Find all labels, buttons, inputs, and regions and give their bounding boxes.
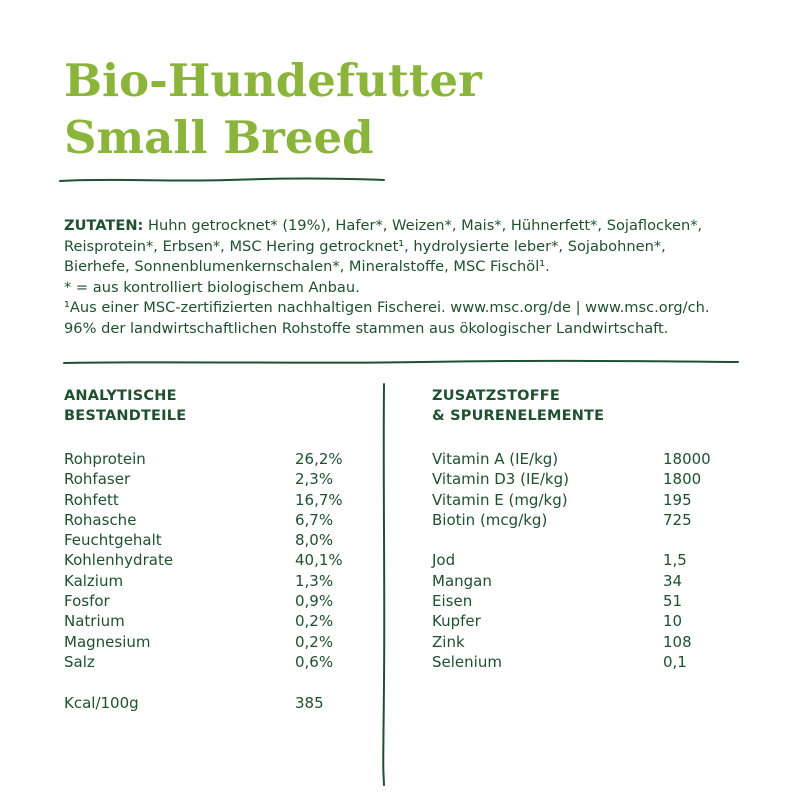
analytical-row: [64, 449, 364, 469]
nutrient-value: 6,7%: [295, 510, 334, 529]
vitamin-row: [432, 469, 752, 489]
page-title: [64, 52, 482, 166]
nutrient-value: 108: [663, 632, 692, 651]
nutrient-label: Rohprotein: [64, 450, 146, 468]
analytical-row: [64, 469, 364, 489]
nutrient-value: 16,7%: [295, 490, 343, 509]
additives-table: [432, 449, 752, 672]
nutrient-label: Vitamin D3 (IE/kg): [432, 470, 569, 489]
additives-heading: ZUSATZSTOFFE & SPURENELEMENTE: [432, 388, 605, 424]
nutrient-label: Kupfer: [432, 612, 481, 631]
trace-element-row: [432, 652, 752, 672]
analytical-row: [64, 530, 364, 550]
ingredients-line-2: Reisprotein*, Erbsen*, MSC Hering getrocknet¹, hydrolysierte leber*, Sojabohnen*,: [64, 237, 666, 255]
nutrient-label: Natrium: [64, 612, 125, 631]
analytical-row: [64, 611, 364, 631]
analytical-row: [64, 591, 364, 611]
ingredients-line-1: ZUTATEN: Huhn getrocknet* (19%), Hafer*, Weizen*, Mais*, Hühnerfett*, Sojaflocken*,: [64, 217, 703, 234]
trace-element-row: [432, 571, 752, 591]
nutrient-value: 0,6%: [295, 652, 334, 671]
trace-element-row: [432, 550, 752, 570]
nutrient-label: Rohasche: [64, 510, 137, 529]
nutrient-value: 51: [663, 592, 683, 611]
vitamin-row: [432, 510, 752, 530]
row-spacer: [64, 672, 364, 692]
nutrient-value: 10: [663, 612, 683, 631]
wavy-divider-title: [58, 172, 388, 186]
ingredients-note-organic: * = aus kontrolliert biologischem Anbau.: [64, 278, 360, 296]
nutrient-value: 1800: [663, 470, 702, 489]
nutrient-value: 40,1%: [295, 551, 343, 570]
ingredients-note-msc: ¹Aus einer MSC-zertifizierten nachhaltigen Fischerei. www.msc.org/de | www.msc.org/ch.: [64, 299, 710, 316]
analytical-constituents: [64, 386, 364, 713]
analytical-row: [64, 632, 364, 652]
nutrient-label: Rohfett: [64, 490, 119, 509]
ingredients-block: [64, 216, 744, 339]
nutrient-label: Vitamin E (mg/kg): [432, 490, 568, 509]
ingredients-note-percent: 96% der landwirtschaftlichen Rohstoffe stammen aus ökologischer Landwirtschaft.: [64, 319, 669, 337]
nutrient-value: 8,0%: [295, 531, 334, 550]
nutrient-label: Mangan: [432, 571, 492, 590]
nutrient-label: Selenium: [432, 652, 502, 671]
nutrient-label: Kalzium: [64, 571, 124, 590]
ingredients-line-3: Bierhefe, Sonnenblumenkernschalen*, Mineralstoffe, MSC Fischöl¹.: [64, 258, 550, 275]
title-line-1: Bio-Hundefutter: [64, 54, 482, 107]
energy-row: [64, 693, 364, 713]
nutrient-value: 1,5: [663, 551, 687, 570]
analytical-heading: ANALYTISCHE BESTANDTEILE: [64, 388, 187, 424]
wavy-divider-section: [62, 356, 742, 368]
additives-trace-elements: [432, 386, 752, 672]
nutrient-label: Vitamin A (IE/kg): [432, 450, 559, 468]
nutrient-label: Rohfaser: [64, 470, 131, 489]
nutrient-label: Eisen: [432, 592, 473, 611]
nutrient-value: 0,2%: [295, 632, 334, 651]
analytical-row: [64, 490, 364, 510]
nutrient-value: 0,9%: [295, 592, 334, 611]
vertical-divider: [380, 382, 388, 787]
nutrient-value: 26,2%: [295, 450, 343, 468]
nutrient-value: 385: [295, 693, 324, 712]
analytical-row: [64, 571, 364, 591]
title-line-2: Small Breed: [64, 111, 374, 164]
analytical-row: [64, 550, 364, 570]
nutrient-value: 195: [663, 490, 692, 509]
analytical-table: [64, 449, 364, 713]
nutrient-label: Kcal/100g: [64, 693, 139, 712]
row-spacer: [432, 530, 752, 550]
analytical-row: [64, 652, 364, 672]
nutrient-label: Zink: [432, 632, 465, 651]
ingredients-heading: ZUTATEN:: [64, 217, 144, 234]
trace-element-row: [432, 632, 752, 652]
nutrient-value: 725: [663, 510, 692, 529]
vitamin-row: [432, 490, 752, 510]
nutrient-label: Fosfor: [64, 592, 110, 611]
nutrient-value: 2,3%: [295, 470, 334, 489]
nutrient-value: 0,2%: [295, 612, 334, 631]
nutrient-label: Kohlenhydrate: [64, 551, 174, 570]
analytical-row: [64, 510, 364, 530]
nutrient-label: Biotin (mcg/kg): [432, 510, 548, 529]
vitamin-row: [432, 449, 752, 469]
nutrient-label: Magnesium: [64, 632, 151, 651]
trace-element-row: [432, 611, 752, 631]
nutrient-label: Jod: [432, 551, 456, 570]
nutrient-label: Salz: [64, 652, 95, 671]
nutrient-value: 34: [663, 571, 683, 590]
nutrient-value: 18000: [663, 450, 711, 468]
nutrient-value: 1,3%: [295, 571, 334, 590]
nutrient-value: 0,1: [663, 652, 687, 671]
nutrient-label: Feuchtgehalt: [64, 531, 162, 550]
trace-element-row: [432, 591, 752, 611]
